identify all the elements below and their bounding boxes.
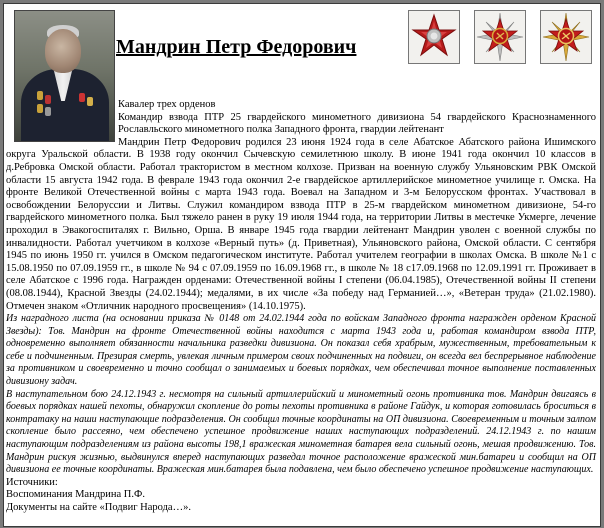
article-body — [6, 99, 596, 515]
person-title: Кавалер трех орденов — [118, 99, 216, 110]
source-item: Воспоминания Мандрина П.Ф. — [6, 489, 145, 501]
award-sheet-paragraph: Из наградного листа (на основании приказа № 0148 от 24.02.1944 года по войскам Западного фронта награжден орденом Красной Звезды): Тов. Мандрин на фронте Отечественной войны находится с марта 1943 года и, работая командиром взвода ПТР, одновременно выполняет обязанности начальника разведки дивизиона. Он показал себя храбрым, мужественным, требовательным к себе и подчиненным. Презирая смерть, увлекая личным примером своих подчиненных на подвиги, он всегда вел беспрерывное наблюдение за противником и своевременно и точно сообщал о занимаемых и боевых порядках, чем обеспечивал точное выполнение поставленных дивизиону задач. — [6, 313, 596, 388]
sources-heading: Источники: — [6, 476, 58, 488]
document-card — [3, 3, 601, 527]
person-position: Командир взвода ПТР 25 гвардейского минометного дивизиона 54 гвардейского Краснознаменного Рославльского минометного полка Западного фронта, гвардии лейтенант — [118, 111, 596, 136]
biography-text: Мандрин Петр Федорович родился 23 июня 1924 года в селе Абатское Абатского района Ишимского округа Уральской области. В 1938 году окончил Сычевскую семилетнюю школу. В июне 1941 года окончил 10 классов в д.Ребровка Омской области. Работал трактористом в местном колхозе. Призван на военную службу Ульяновским РВК Омской области 15 августа 1942 года. В феврале 1943 года окончил 2-е гвардейское артиллерийское минометное училище г. Омска. На фронте Великой Отечественной войны с марта 1943 года. Воевал на Западном и 3-м Белорусском фронтах. Участвовал в освобождении Белоруссии и Литвы. Служил командиром взвода ПТР в 25-м гвардейском минометном дивизионе, 54-го гвардейского минометного полка. Был тяжело ранен в руку 19 июля 1944 года, на территории Литвы в местечке Укмерге, лечение проходил в Эвакогоспиталях г. Вильно, Орша. В январе 1945 года гвардии лейтенант Мандрин уволен с военной службы по инвалидности. Работал учетчиком в колхозе «Верный путь» (д. Приветная), Ульяновского района, Омской области. С сентября 1945 по июнь 1950 гг. учился в Омском педагогическом институте. Работал учителем географии в школах Омска. В школе №1 с 15.08.1950 по 07.09.1959 гг., в школе № 94 с 07.09.1959 по 16.09.1968 гг., в школе № 18 с17.09.1968 по 12.09.1991 гг. Проживает в селе Абатское с 1996 года. Награжден орденами: Отечественной войны I степени (06.04.1985), Отечественной войны II степени (08.08.1944), Красной Звезды (24.02.1944); медалями, в их числе «За победу над Германией…», «Ветеран труда» (21.02.1980). Отмечен знаком «Отличник народного просвещения» (14.10.1975). — [6, 136, 596, 312]
page-title: Мандрин Петр Федорович — [116, 36, 357, 58]
award-sheet-paragraph: В наступательном бою 24.12.1943 г. несмотря на сильный артиллерийский и минометный огонь противника тов. Мандрин двигаясь в боевых порядках нашей пехоты, обнаружил скопление до роты пехоты противника в районе Гайдук, и которая готовилась броситься в контратаку на наши наступающие подразделения. Он сообщил точные координаты на ОП дивизиона. Своевременным и точным залпом скопление было рассеяно, чем обеспечено успешное продвижение наших наступающих подразделений. 24.12.1943 г. по нашим наступающим подразделениям из района высоты 198,1 вражеская минометная батарея вела сильный огонь, мешая продвижению. Тов. Мандрин рискуя жизнью, выдвинулся вперед наступающих разведал точное расположение вражеской мин.батареи и сообщил на ОП дивизиона ее точные координаты. Вражеская мин.батарея была подавлена, чем было обеспечено успешное продвижение наступающих. — [6, 388, 596, 476]
order-patriotic-war-1-icon — [540, 10, 592, 64]
source-item: Документы на сайте «Подвиг Народа…». — [6, 502, 191, 513]
order-red-star-icon — [408, 10, 460, 64]
order-patriotic-war-2-icon — [474, 10, 526, 64]
